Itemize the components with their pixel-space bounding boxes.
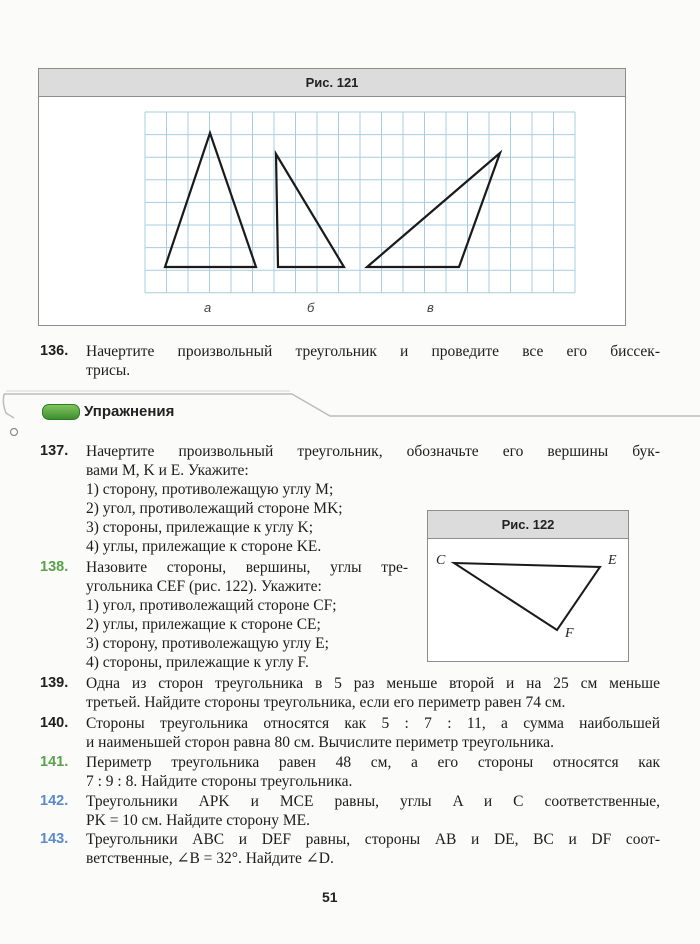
problem-143-line-1: Треугольники ABC и DEF равны, стороны AB и DE, BC и DF соот- bbox=[86, 831, 660, 848]
figure-121-grid bbox=[39, 96, 625, 323]
problem-138-item-4: 4) стороны, прилежащие к углу F. bbox=[86, 654, 309, 671]
problem-142-number: 142. bbox=[40, 793, 69, 809]
vertex-e-label: E bbox=[608, 553, 617, 568]
problem-143-line-2: ветственные, ∠B = 32°. Найдите ∠D. bbox=[86, 850, 334, 867]
problem-140-line-2: и наименьшей сторон равна 80 см. Вычислите периметр треугольника. bbox=[86, 734, 555, 751]
figure-122-drawing bbox=[428, 538, 628, 659]
problem-139-line-2: третьей. Найдите стороны треугольника, если его периметр равен 74 см. bbox=[86, 694, 566, 711]
figure-121-label-a: а bbox=[204, 300, 212, 315]
triangle-cef bbox=[454, 563, 600, 630]
vertex-c-label: C bbox=[436, 553, 446, 568]
problem-137-item-3: 3) стороны, прилежащие к углу K; bbox=[86, 519, 314, 536]
problem-137-item-1: 1) сторону, противолежащую углу M; bbox=[86, 481, 334, 498]
section-title: Упражнения bbox=[84, 403, 175, 420]
figure-121-title: Рис. 121 bbox=[39, 69, 625, 97]
problem-137-line-2: вами M, K и E. Укажите: bbox=[86, 462, 249, 479]
problem-141-number: 141. bbox=[40, 754, 69, 770]
problem-138-item-3: 3) сторону, противолежащую углу E; bbox=[86, 635, 329, 652]
problem-141-line-1: Периметр треугольника равен 48 см, а его стороны относятся как bbox=[86, 754, 660, 771]
figure-121-label-v: в bbox=[427, 300, 434, 315]
problem-136-line-2: трисы. bbox=[86, 362, 131, 379]
triangle-v bbox=[367, 153, 500, 267]
problem-140-line-1: Стороны треугольника относятся как 5 : 7 : 11, а сумма наибольшей bbox=[86, 715, 660, 732]
problem-138-item-2: 2) углы, прилежащие к стороне CE; bbox=[86, 616, 321, 633]
figure-122-title: Рис. 122 bbox=[428, 511, 628, 539]
figure-121-label-b: б bbox=[307, 300, 315, 315]
section-icon bbox=[42, 404, 80, 420]
problem-139-number: 139. bbox=[40, 675, 69, 691]
page-number: 51 bbox=[322, 889, 338, 905]
triangle-a bbox=[165, 133, 256, 267]
problem-143-number: 143. bbox=[40, 831, 69, 847]
problem-138-item-1: 1) угол, противолежащий стороне CF; bbox=[86, 597, 337, 614]
problem-141-line-2: 7 : 9 : 8. Найдите стороны треугольника. bbox=[86, 773, 353, 790]
problem-137-line-1: Начертите произвольный треугольник, обозначьте его вершины бук- bbox=[86, 443, 660, 460]
problem-138-line-2: угольника CEF (рис. 122). Укажите: bbox=[86, 578, 322, 595]
problem-139-line-1: Одна из сторон треугольника в 5 раз меньше второй и на 25 см меньше bbox=[86, 675, 660, 692]
problem-140-number: 140. bbox=[40, 715, 69, 731]
problem-138-number: 138. bbox=[40, 559, 69, 575]
triangle-b bbox=[276, 154, 344, 267]
problem-142-line-2: PK = 10 см. Найдите сторону ME. bbox=[86, 812, 310, 829]
problem-138-line-1: Назовите стороны, вершины, углы тре- bbox=[86, 559, 408, 576]
problem-137-number: 137. bbox=[40, 443, 69, 459]
problem-137-item-2: 2) угол, противолежащий стороне MK; bbox=[86, 500, 343, 517]
problem-137-item-4: 4) углы, прилежащие к стороне KE. bbox=[86, 538, 322, 555]
problem-136-number: 136. bbox=[40, 343, 69, 359]
figure-122 bbox=[427, 510, 629, 662]
vertex-f-label: F bbox=[565, 626, 574, 641]
problem-136-line-1: Начертите произвольный треугольник и проведите все его биссек- bbox=[86, 343, 660, 360]
problem-142-line-1: Треугольники APK и MCE равны, углы A и C соответственные, bbox=[86, 793, 660, 810]
figure-121 bbox=[38, 68, 626, 326]
